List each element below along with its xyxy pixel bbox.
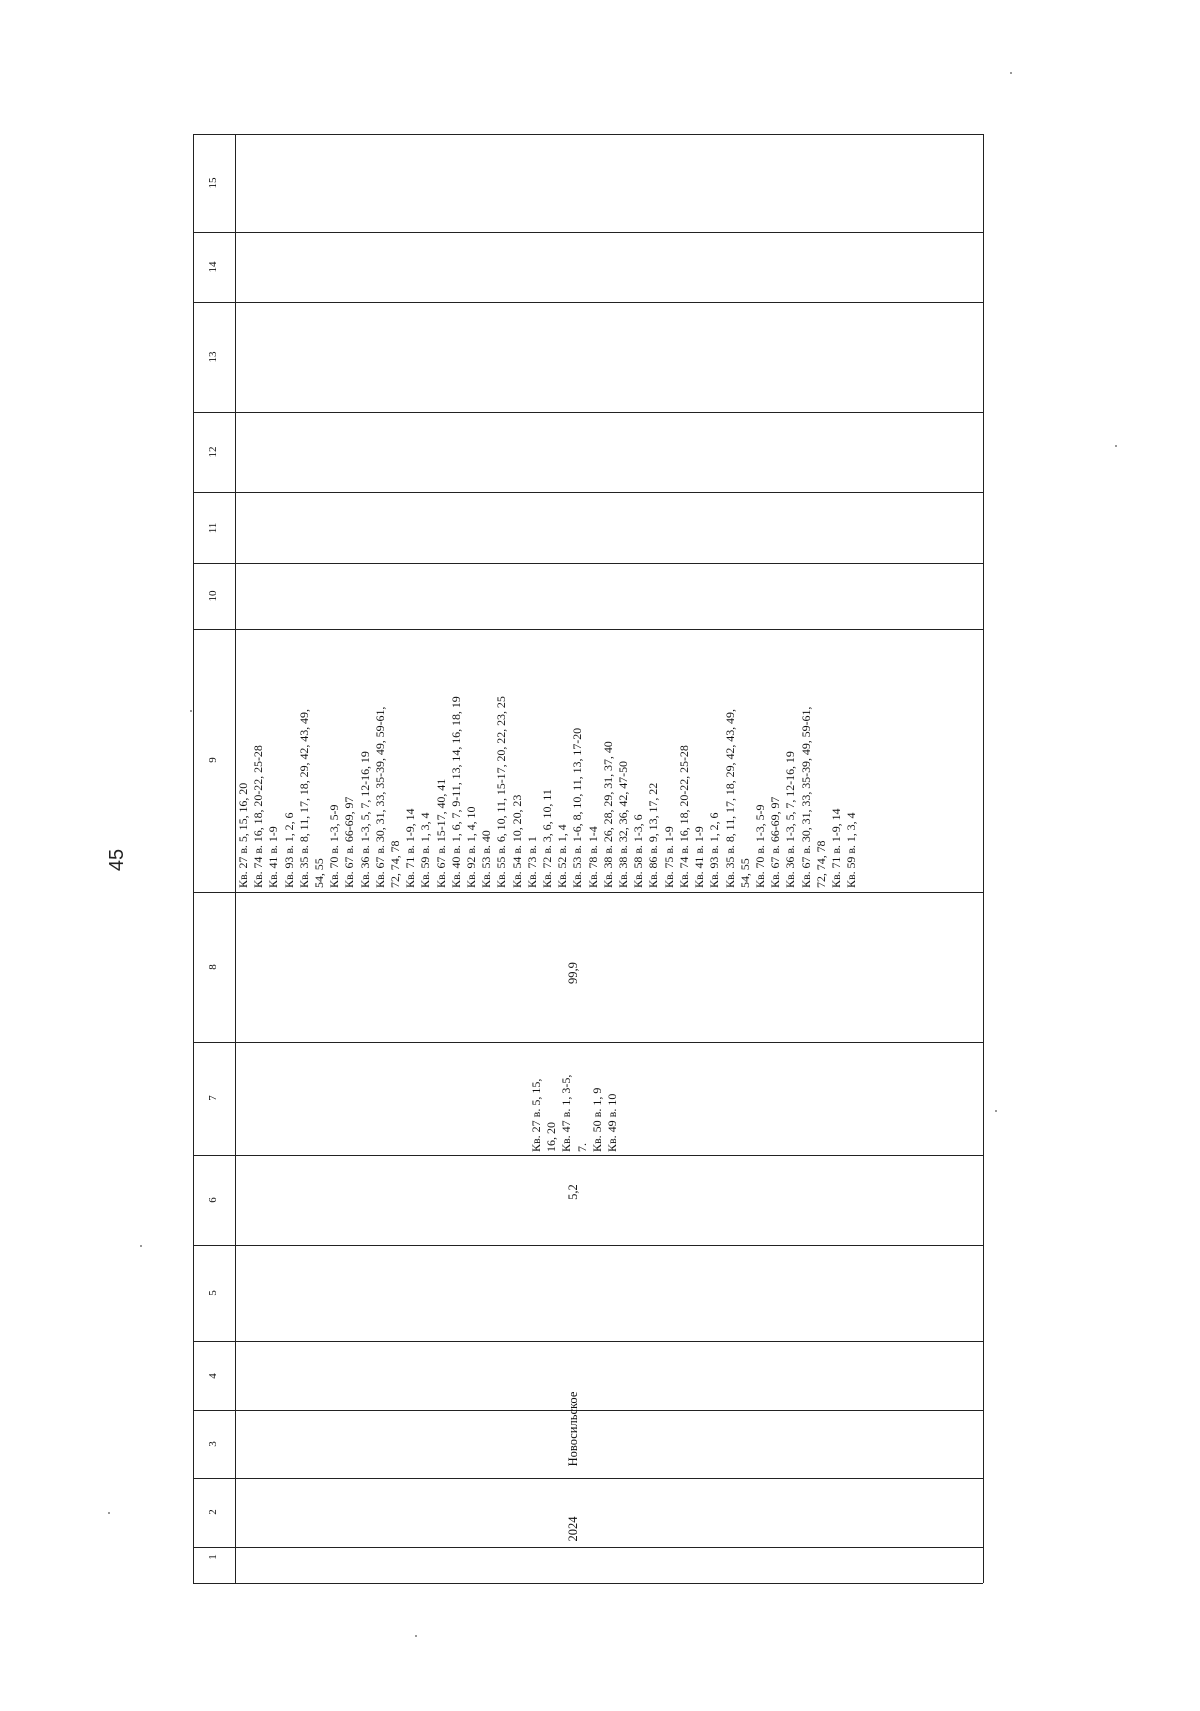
col9-line: Кв. 35 в. 8, 11, 17, 18, 29, 42, 43, 49, — [722, 709, 737, 888]
col9-line: Кв. 72 в. 3, 6, 10, 11 — [540, 789, 555, 888]
col9-line: Кв. 54 в. 10, 20, 23 — [509, 794, 524, 888]
col9-line: Кв. 74 в. 16, 18, 20-22, 25-28 — [251, 745, 266, 888]
col9-line: Кв. 70 в. 1-3, 5-9 — [327, 804, 342, 888]
col8-value: 99,9 — [566, 962, 580, 984]
column-divider — [193, 1245, 983, 1246]
column-divider — [193, 1410, 983, 1411]
column-number-12: 12 — [207, 446, 219, 458]
col9-line: Кв. 58 в. 1-3, 6 — [631, 814, 646, 888]
column-divider — [193, 629, 983, 630]
column-divider — [193, 892, 983, 893]
column-number-1: 1 — [207, 1554, 219, 1560]
scan-speck — [1115, 445, 1117, 447]
col7-line: Кв. 47 в. 1, 3-5, — [559, 1074, 574, 1152]
col9-line: Кв. 74 в. 16, 18, 20-22, 25-28 — [676, 745, 691, 888]
table-border-right — [983, 134, 984, 1583]
col9-line: Кв. 70 в. 1-3, 5-9 — [752, 804, 767, 888]
table-border-left — [193, 134, 194, 1583]
scan-speck — [140, 1245, 142, 1247]
col9-line: Кв. 36 в. 1-3, 5, 7, 12-16, 19 — [357, 751, 372, 888]
col6-value: 5,2 — [566, 1184, 580, 1200]
col9-line: Кв. 93 в. 1, 2, 6 — [707, 812, 722, 888]
column-divider — [193, 492, 983, 493]
scan-speck — [415, 1635, 417, 1637]
column-divider — [193, 1155, 983, 1156]
col9-line: Кв. 38 в. 32, 36, 42, 47-50 — [616, 761, 631, 888]
column-number-8: 8 — [207, 964, 219, 970]
col9-line: Кв. 40 в. 1, 6, 7, 9-11, 13, 14, 16, 18, 19 — [448, 696, 463, 888]
col9-line: Кв. 86 в. 9, 13, 17, 22 — [646, 782, 661, 888]
col7-line: Кв. 27 в. 5, 15, — [529, 1078, 543, 1152]
col9-line: Кв. 71 в. 1-9, 14 — [828, 808, 843, 888]
col9-line: Кв. 41 в. 1-9 — [692, 826, 707, 888]
col9-line: Кв. 52 в. 1, 4 — [555, 824, 570, 888]
col7-line: 7. — [574, 1143, 589, 1152]
column-divider — [193, 1547, 983, 1548]
col9-line: Кв. 53 в. 40 — [479, 830, 494, 888]
col9-line: Кв. 78 в. 1-4 — [585, 826, 600, 888]
column-number-14: 14 — [207, 261, 219, 273]
col9-line: Кв. 38 в. 26, 28, 29, 31, 37, 40 — [600, 741, 615, 888]
year-cell: 2024 — [566, 1516, 580, 1542]
col9-line: Кв. 35 в. 8, 11, 17, 18, 29, 42, 43, 49, — [296, 709, 311, 888]
settlement-cell: Новосильское — [566, 1391, 580, 1467]
col9-line: 72, 74, 78 — [813, 840, 828, 888]
col9-line: Кв. 27 в. 5, 15, 16, 20 — [236, 782, 250, 888]
scan-speck — [995, 1110, 997, 1112]
col9-line: Кв. 41 в. 1-9 — [266, 826, 281, 888]
column-divider — [193, 1478, 983, 1479]
table-border-bottom — [193, 1583, 983, 1584]
page-number: 45 — [106, 848, 128, 872]
col7-cell — [529, 1075, 620, 1152]
column-number-15: 15 — [207, 177, 219, 189]
column-number-6: 6 — [207, 1197, 219, 1203]
col7-line: Кв. 49 в. 10 — [605, 1093, 620, 1152]
col9-line: Кв. 73 в. 1 — [524, 836, 539, 888]
column-number-10: 10 — [207, 590, 219, 602]
table-border-top — [193, 134, 983, 135]
column-divider — [193, 563, 983, 564]
column-number-9: 9 — [207, 757, 219, 763]
col9-line: Кв. 53 в. 1-6, 8, 10, 11, 13, 17-20 — [570, 727, 585, 888]
col9-line: Кв. 92 в. 1, 4, 10 — [464, 806, 479, 888]
column-divider — [193, 232, 983, 233]
column-number-2: 2 — [207, 1509, 219, 1515]
column-number-3: 3 — [207, 1441, 219, 1447]
column-number-5: 5 — [207, 1290, 219, 1296]
col9-line: Кв. 67 в. 15-17, 40, 41 — [433, 778, 448, 888]
col9-line: Кв. 55 в. 6, 10, 11, 15-17, 20, 22, 23, 25 — [494, 696, 509, 888]
column-number-11: 11 — [207, 522, 219, 534]
col9-line: Кв. 36 в. 1-3, 5, 7, 12-16, 19 — [783, 751, 798, 888]
col9-line: Кв. 59 в. 1, 3, 4 — [844, 812, 859, 888]
col7-line: 16, 20 — [544, 1122, 559, 1152]
scan-speck — [108, 1512, 110, 1514]
col9-line: Кв. 67 в. 30, 31, 33, 35-39, 49, 59-61, — [798, 706, 813, 888]
col9-line: Кв. 59 в. 1, 3, 4 — [418, 812, 433, 888]
col9-line: Кв. 67 в. 30, 31, 33, 35-39, 49, 59-61, — [372, 706, 387, 888]
column-divider — [193, 1042, 983, 1043]
col9-cell — [236, 696, 859, 888]
col9-line: Кв. 67 в. 66-69, 97 — [342, 796, 357, 888]
col9-line: 72, 74, 78 — [388, 840, 403, 888]
col9-line: Кв. 67 в. 66-69, 97 — [768, 796, 783, 888]
data-table — [193, 134, 983, 1583]
col9-line: Кв. 75 в. 1-9 — [661, 826, 676, 888]
column-number-7: 7 — [207, 1095, 219, 1101]
column-divider — [193, 412, 983, 413]
scan-speck — [1010, 72, 1012, 74]
column-number-13: 13 — [207, 351, 219, 363]
col9-line: 54, 55 — [737, 858, 752, 888]
scan-speck — [190, 710, 192, 712]
column-divider — [193, 302, 983, 303]
column-number-4: 4 — [207, 1373, 219, 1379]
col9-line: Кв. 93 в. 1, 2, 6 — [281, 812, 296, 888]
col9-line: 54, 55 — [312, 858, 327, 888]
col7-line: Кв. 50 в. 1, 9 — [589, 1087, 604, 1152]
col9-line: Кв. 71 в. 1-9, 14 — [403, 808, 418, 888]
column-divider — [193, 1341, 983, 1342]
